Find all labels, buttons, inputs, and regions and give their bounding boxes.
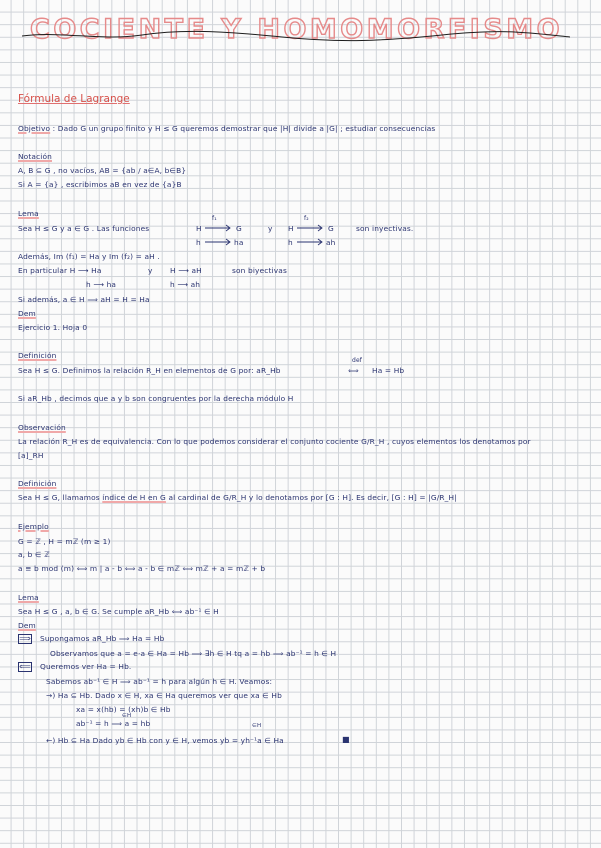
lema1-line-5b: h ⟶ ah [170,280,201,289]
lema1-map2-ah: ah [326,238,336,247]
lema1-ejercicio: Ejercicio 1. Hoja 0 [18,323,88,332]
lema1-and: y [268,224,273,233]
obs-line-2: [a]_RH [18,451,44,460]
lema1-arrow-1 [204,224,232,232]
notacion-line-1: A, B ⊆ G , no vacíos, AB = {ab / a∈A, b∈B} [18,166,187,175]
lema1-maps-to-2 [296,238,324,246]
objetivo-label: Objetivo [18,124,51,133]
lema2-line-8: ab⁻¹ = h ⟹ a = hb [76,719,151,728]
section-title: Fórmula de Lagrange [18,93,130,105]
ejemplo-line-3: a ≡ b mod (m) ⟺ m | a - b ⟺ a - b ∈ mℤ ⟺ mℤ + a = mℤ + b [18,564,266,573]
notacion-line-2: Si A = {a} , escribimos aB en vez de {a}B [18,180,182,189]
forward-implication-box: ⟹ [19,634,31,643]
lema1-map2-h: h [288,238,293,247]
objetivo-block [18,124,435,133]
def1-line-2: Si aR_Hb , decimos que a y b son congruentes por la derecha módulo H [18,394,294,403]
lema1-map2-domain: H [288,224,294,233]
lema1-line-4a: En particular H ⟶ Ha [18,266,102,275]
lema1-line-4c: H ⟶ aH [170,266,202,275]
lema1-f2-label: f₂ [304,215,309,222]
ejemplo-label: Ejemplo [18,522,49,531]
lema1-line-4d: son biyectivas [232,266,287,275]
def1-def-tag: def [352,357,363,364]
title-underline-squiggle [22,30,570,42]
lema1-dem-label: Dem [18,309,36,318]
lema1-map2-codomain: G [328,224,334,233]
lema2-line-9-tag: ∈H [252,723,262,729]
lema1-line-6: Si además, a ∈ H ⟹ aH = H = Ha [18,295,150,304]
ejemplo-line-1: G = ℤ , H = mℤ (m ≥ 1) [18,537,111,546]
lema2-line-4: Queremos ver Ha = Hb. [40,662,132,671]
lema1-map1-codomain: G [236,224,242,233]
lema1-arrow-2 [296,224,324,232]
def1-rhs: Ha = Hb [372,366,405,375]
ejemplo-line-2: a, b ∈ ℤ [18,550,50,559]
qed-symbol: ■ [342,735,350,744]
backward-implication-box: ⟸ [19,662,31,671]
notacion-label: Notación [18,152,52,161]
lema2-line-3: Observamos que a = e·a ∈ Ha = Hb ⟹ ∃h ∈ H tq a = hb ⟹ ab⁻¹ = h ∈ H [50,649,337,658]
lema2-line-7: xa = x(hb) = (xh)b ∈ Hb [76,705,171,714]
obs-line-1: La relación R_H es de equivalencia. Con lo que podemos considerar el conjunto cociente G/R_H , cuyos elementos los denotamos por [18,437,531,446]
lema1-map1-ha: ha [234,238,244,247]
lema1-label: Lema [18,209,39,218]
lema2-dem-label: Dem [18,621,36,630]
def2-line [18,493,457,502]
def2-line-a: Sea H ≤ G, llamamos [18,493,100,502]
objetivo-text: : Dado G un grupo finito y H ≤ G queremos demostrar que |H| divide a |G| ; estudiar consecuencias [52,124,436,133]
lema1-injective: son inyectivas. [356,224,414,233]
lema2-line-8-tag: ∈H [122,713,132,719]
obs-label: Observación [18,423,66,432]
def1-text: Sea H ≤ G. Definimos la relación R_H en elementos de G por: aR_Hb [18,366,281,375]
lema2-label: Lema [18,593,39,602]
lema1-map1-domain: H [196,224,202,233]
def1-iff-symbol: ⟺ [348,366,359,375]
lema1-f1-label: f₁ [212,215,217,222]
lema2-line-9: ←) Hb ⊆ Ha Dado yb ∈ Hb con y ∈ H, vemos yb = yh⁻¹a ∈ Ha [46,736,284,745]
def2-indice-term: índice de H en G [102,493,166,502]
def1-label: Definición [18,351,57,360]
lema1-line-4b: y [148,266,153,275]
def2-line-c: al cardinal de G/R_H y lo denotamos por [G : H]. Es decir, [G : H] = |G/R_H| [168,493,457,502]
lema2-line-5: Sabemos ab⁻¹ ∈ H ⟹ ab⁻¹ = h para algún h ∈ H. Veamos: [46,677,273,686]
def2-label: Definición [18,479,57,488]
page-title: COCIENTE Y HOMOMORFISMO [30,14,564,45]
lema1-line-3: Además, Im (f₁) = Ha y Im (f₂) = aH . [18,252,160,261]
lema1-maps-to-1 [204,238,232,246]
lema1-line-1a: Sea H ≤ G y a ∈ G . Las funciones [18,224,150,233]
lema2-line-1: Sea H ≤ G , a, b ∈ G. Se cumple aR_Hb ⟺ ab⁻¹ ∈ H [18,607,219,616]
lema1-map1-h: h [196,238,201,247]
lema2-line-2: Supongamos aR_Hb ⟹ Ha = Hb [40,634,165,643]
lema1-line-5a: h ⟶ ha [86,280,117,289]
lema2-line-6: →) Ha ⊆ Hb. Dado x ∈ H, xa ∈ Ha queremos ver que xa ∈ Hb [46,691,282,700]
